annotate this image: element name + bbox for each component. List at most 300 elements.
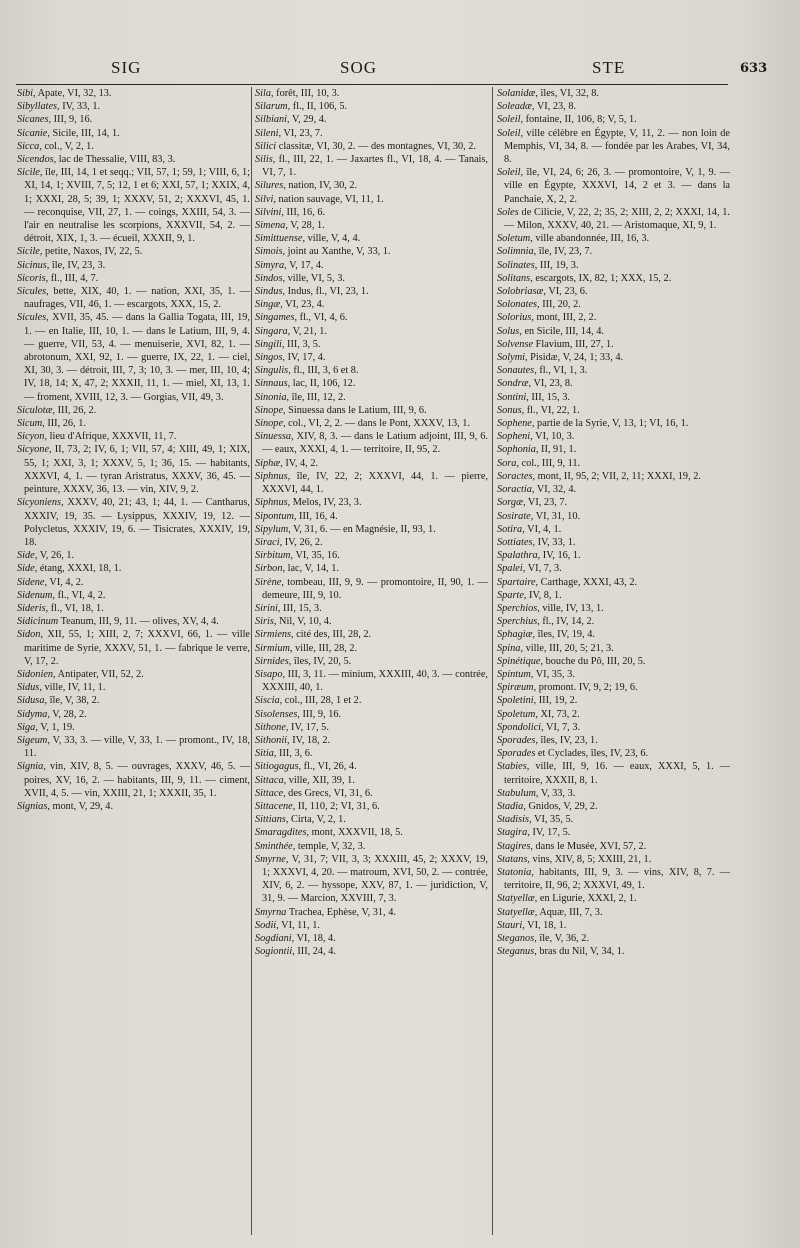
index-entry	[17, 589, 250, 602]
entry-headword: Soletum	[497, 233, 531, 245]
entry-references: , VI, 23, 7.	[522, 497, 568, 509]
index-entry	[497, 589, 730, 602]
index-entry	[255, 364, 488, 377]
entry-headword: Silis	[255, 154, 273, 166]
entry-references: , V, 31, 6. — en Magnésie, II, 93, 1.	[288, 523, 436, 535]
index-entry	[497, 906, 730, 919]
index-entry	[497, 932, 730, 945]
index-entry	[255, 549, 488, 562]
index-entry	[255, 153, 488, 179]
entry-references: , II, 91, 1.	[535, 444, 577, 456]
entry-references: , fl., VI, 4, 6.	[294, 312, 348, 324]
index-entry	[255, 417, 488, 430]
entry-headword: Siphnus	[255, 470, 288, 482]
entry-headword: Sorgæ	[497, 497, 523, 509]
index-entry	[497, 87, 730, 100]
index-entry	[17, 760, 250, 800]
entry-headword: Sidusa	[17, 695, 45, 707]
index-entry	[255, 140, 488, 153]
entry-headword: Siris	[255, 616, 274, 628]
index-entry	[17, 800, 250, 813]
index-entry	[17, 166, 250, 245]
entry-headword: Spoletum	[497, 708, 536, 720]
index-entry	[497, 523, 730, 536]
entry-references: classitæ, VI, 30, 2. — des montagnes, VI, 30, 2.	[276, 140, 476, 152]
entry-headword: Sopheni	[497, 431, 531, 443]
index-entry	[255, 219, 488, 232]
entry-headword: Sibyllates	[17, 101, 58, 113]
entry-references: , III, 9, 16.	[297, 708, 342, 720]
entry-headword: Sophonia	[497, 444, 536, 456]
entry-references: , ville, VI, 5, 3.	[282, 272, 345, 284]
entry-headword: Spintum	[497, 668, 531, 680]
header-left: SIG	[111, 58, 142, 77]
entry-references: , Sinuessa dans le Latium, III, 9, 6.	[283, 404, 427, 416]
entry-headword: Silvini	[255, 206, 282, 218]
index-entry	[497, 787, 730, 800]
entry-headword: Simyra	[255, 259, 285, 271]
entry-headword: Side	[17, 550, 35, 562]
entry-references: , ville, XII, 39, 1.	[283, 774, 355, 786]
entry-references: , III, 26, 1.	[42, 418, 86, 430]
index-entry	[255, 311, 488, 324]
index-entry	[17, 668, 250, 681]
index-entry	[497, 496, 730, 509]
index-entry	[497, 166, 730, 206]
entry-headword: Sittians	[255, 814, 286, 826]
index-entry	[255, 602, 488, 615]
index-entry	[255, 708, 488, 721]
entry-headword: Sigeum	[17, 734, 48, 746]
index-entry	[497, 430, 730, 443]
entry-headword: Singili	[255, 338, 282, 350]
index-column-2	[255, 87, 488, 958]
index-entry	[497, 113, 730, 126]
entry-references: , îles, IV, 20, 5.	[288, 655, 352, 667]
index-entry	[17, 602, 250, 615]
entry-references: , VI, 11, 1.	[276, 919, 320, 931]
index-entry	[255, 945, 488, 958]
index-entry	[255, 430, 488, 456]
index-entry	[255, 245, 488, 258]
index-entry	[255, 800, 488, 813]
running-header	[0, 58, 800, 86]
index-column-1	[17, 87, 250, 813]
index-entry	[17, 127, 250, 140]
entry-references: , col., III, 9, 11.	[516, 457, 581, 469]
index-entry	[497, 562, 730, 575]
entry-headword: Spiræum	[497, 682, 534, 694]
entry-references: , XVII, 35, 45. — dans la Gallia Togata, III, 19, 1. — en Italie, III, 10, 1. — dans le Latium, III, 9, 4. — guerre, VII, 53, 4. — menuiserie, XVI, 82, 1. — abrotonum, XXI, 92, 1. — guerre, IX, 22, 1. — ciel, XI, 30, 3. — détroit, III, 7, 3; 10, 3. — mer, III, 10, 4; IV, 18, 14; X, 47, 2; XXXII, 11, 1. — miel, XI, 13, 1. — froment, XVIII, 12, 3. — Gorgias, VII, 49, 3.	[24, 312, 250, 403]
entry-references: , VI, 7, 3.	[541, 721, 581, 733]
entry-references: , V, 28, 2.	[47, 708, 87, 720]
index-entry	[255, 523, 488, 536]
entry-references: , île, III, 14, 1 et seqq.; VII, 57, 1; 59, 1; VIII, 6, 1; XI, 14, 1; XVIII, 7, 5; 12, 1 et 6; XXI, 57, 1; XXIX, 4, 1; XXXI, 28, 5; 39, 1; XXXV, 51, 2; XXXVI, 45, 1. — reconquise, VII, 27, 1. — coings, XXIII, 54, 3. — l'air en neutralise les scorpions, XXXVII, 54, 2. — détroit, XIX, 1, 3. — écueil, XXXII, 9, 1.	[24, 167, 250, 245]
entry-references: , des Grecs, VI, 31, 6.	[283, 787, 373, 799]
entry-references: , nation, IV, 30, 2.	[283, 180, 358, 192]
entry-headword: Sila	[255, 88, 272, 99]
entry-headword: Simois	[255, 246, 283, 258]
entry-references: , ville, III, 28, 2.	[289, 642, 358, 654]
entry-references: de Cilicie, V, 22, 2; 35, 2; XIII, 2, 2; XXXI, 14, 1. — Milon, XXXV, 40, 21. — Aristomaque, XI, 9, 1.	[504, 206, 730, 232]
entry-headword: Solinates	[497, 259, 535, 271]
entry-references: , en Ligurie, XXXI, 2, 1.	[534, 893, 637, 905]
entry-headword: Siscia	[255, 695, 280, 707]
entry-headword: Sosirate	[497, 510, 531, 522]
entry-headword: Sperchios	[497, 602, 538, 614]
entry-headword: Spondolici	[497, 721, 542, 733]
entry-references: , temple, V, 32, 3.	[292, 840, 366, 852]
entry-headword: Sicyone	[17, 444, 50, 456]
index-entry	[17, 681, 250, 694]
index-entry	[255, 576, 488, 602]
index-entry	[497, 734, 730, 747]
entry-references: , III, 9, 16.	[48, 114, 93, 126]
entry-references: , fl., IV, 14, 2.	[537, 616, 595, 628]
entry-headword: Silici	[255, 140, 277, 152]
entry-headword: Sittace	[255, 787, 284, 799]
entry-references: , île, VI, 24, 6; 26, 3. — promontoire, V, 1, 9. — ville en Égypte, XXXVI, 14, 2 et 3. — dans la Panchaie, X, 2, 2.	[504, 167, 730, 205]
entry-references: , XI, 73, 2.	[535, 708, 580, 720]
entry-headword: Stabies	[497, 761, 527, 773]
index-entry	[255, 655, 488, 668]
entry-headword: Sicca	[17, 140, 40, 152]
entry-headword: Sittacene	[255, 800, 293, 812]
index-entry	[255, 404, 488, 417]
index-entry	[497, 694, 730, 707]
index-entry	[255, 615, 488, 628]
entry-references: , IV, 17, 4.	[282, 352, 326, 364]
entry-references: , IV, 4, 2.	[280, 457, 319, 469]
entry-references: , mont, II, 95, 2; VII, 2, 11; XXXI, 19, 2.	[532, 470, 701, 482]
index-entry	[497, 840, 730, 853]
entry-headword: Sphagiæ	[497, 629, 533, 641]
entry-headword: Sontini	[497, 391, 527, 403]
entry-references: , île, IV, 22, 2; XXXVI, 44, 1. — pierre, XXXVI, 44, 1.	[262, 470, 488, 496]
entry-references: , île, III, 12, 2.	[286, 391, 346, 403]
entry-headword: Stadia	[497, 800, 524, 812]
entry-references: , VI, 23, 4.	[280, 299, 325, 311]
entry-references: Flavium, III, 27, 1.	[533, 338, 614, 350]
entry-references: , ville, IV, 13, 1.	[537, 602, 604, 614]
entry-references: , ville, III, 20, 5; 21, 3.	[520, 642, 614, 654]
entry-headword: Sidene	[17, 576, 45, 588]
entry-headword: Sisolenses	[255, 708, 298, 720]
entry-references: , XII, 55, 1; XIII, 2, 7; XXXVI, 66, 1. — ville maritime de Syrie, XXXV, 51, 1. — fabrique le verre, V, 17, 2.	[24, 629, 250, 667]
entry-headword: Sinope	[255, 404, 284, 416]
entry-references: , île, IV, 23, 7.	[533, 246, 593, 258]
entry-headword: Spinétique	[497, 655, 541, 667]
entry-references: , VI, 31, 10.	[530, 510, 581, 522]
entry-headword: Stabulum	[497, 787, 536, 799]
entry-headword: Simittuense	[255, 233, 303, 245]
entry-references: , mont, III, 2, 2.	[531, 312, 597, 324]
index-entry	[497, 628, 730, 641]
entry-headword: Steganus	[497, 946, 535, 958]
entry-headword: Statyellæ	[497, 893, 535, 905]
entry-references: , fontaine, II, 106, 8; V, 5, 1.	[520, 114, 637, 126]
entry-headword: Sicile	[17, 246, 40, 258]
index-entry	[497, 325, 730, 338]
entry-references: , fl., II, 106, 5.	[287, 101, 348, 113]
index-entry	[255, 325, 488, 338]
entry-headword: Simena	[255, 220, 286, 232]
entry-references: , VI, 35, 5.	[529, 814, 574, 826]
header-right: STE	[592, 58, 626, 77]
entry-headword: Sporades	[497, 734, 536, 746]
entry-references: , lac, II, 106, 12.	[287, 378, 356, 390]
index-entry	[497, 285, 730, 298]
index-entry	[497, 945, 730, 958]
index-entry	[255, 510, 488, 523]
entry-headword: Singara	[255, 325, 288, 337]
entry-headword: Sipylum	[255, 523, 289, 535]
entry-references: , III, 20, 2.	[537, 299, 581, 311]
entry-references: , promont. IV, 9, 2; 19, 6.	[533, 682, 638, 694]
entry-references: , nation sauvage, VI, 11, 1.	[273, 193, 384, 205]
entry-references: , joint au Xanthe, V, 33, 1.	[282, 246, 391, 258]
index-entry	[17, 259, 250, 272]
entry-headword: Sicinus	[17, 259, 47, 271]
entry-references: , fl., III, 22, 1. — Jaxartes fl., VI, 18, 4. — Tanais, VI, 7, 1.	[262, 154, 488, 179]
entry-references: , IV, 26, 2.	[279, 536, 323, 548]
entry-references: , III, 3, 5.	[281, 338, 321, 350]
index-entry	[255, 338, 488, 351]
index-entry	[255, 562, 488, 575]
index-entry	[497, 417, 730, 430]
index-entry	[255, 813, 488, 826]
entry-references: , III, 19, 3.	[534, 259, 579, 271]
entry-headword: Sicyoniens	[17, 497, 62, 509]
entry-references: , fl., VI, 18, 1.	[45, 602, 104, 614]
index-entry	[255, 470, 488, 496]
header-rule	[16, 84, 728, 85]
entry-headword: Silures	[255, 180, 284, 192]
index-entry	[255, 100, 488, 113]
entry-headword: Sittaca	[255, 774, 284, 786]
entry-headword: Sithone	[255, 721, 286, 733]
entry-headword: Silarum	[255, 101, 288, 113]
entry-references: , lac de Thessalie, VIII, 83, 3.	[53, 154, 176, 166]
index-entry	[255, 179, 488, 192]
column-divider	[251, 87, 252, 1235]
index-entry	[17, 615, 250, 628]
entry-headword: Solvense	[497, 338, 534, 350]
index-entry	[497, 206, 730, 232]
entry-references: , col., VI, 2, 2. — dans le Pont, XXXV, 13, 1.	[283, 418, 470, 430]
entry-references: , vin, XIV, 8, 5. — ouvrages, XXXV, 46, 5. — poires, XV, 16, 2. — habitants, III, 9, 11. — ciment, XVII, 4, 5. — vin, XXIII, 21, 1; XXXII, 35, 1.	[24, 761, 250, 799]
entry-references: , Sicile, III, 14, 1.	[47, 127, 120, 139]
entry-references: , étang, XXXI, 18, 1.	[34, 563, 122, 575]
index-entry	[497, 364, 730, 377]
index-entry	[255, 826, 488, 839]
entry-references: , ville abandonnée, III, 16, 3.	[530, 233, 650, 245]
index-entry	[497, 443, 730, 456]
entry-headword: Sitia	[255, 748, 274, 760]
index-entry	[497, 892, 730, 905]
entry-headword: Statans	[497, 853, 528, 865]
index-entry	[255, 377, 488, 390]
entry-headword: Sinope	[255, 418, 284, 430]
entry-headword: Sicyon	[17, 431, 45, 443]
entry-references: , II, 73, 2; IV, 6, 1; VII, 57, 4; XIII, 49, 1; XIX, 55, 1; XXI, 3, 1; XXXV, 5, 1; 36, 15. — habitants, XXXVI, 4, 1. — tyran Aristratus, XXXV, 36, 45. — peinture, XXXV, 36, 13. — vin, XIV, 9, 2.	[24, 444, 250, 496]
index-column-3	[497, 87, 730, 958]
entry-references: , V, 31, 7; VII, 3, 3; XXXIII, 45, 2; XXXV, 19, 1; XXXVI, 4, 20. — matroum, XVI, 50, 2. — contrée, XIV, 6, 2. — hyssope, XXV, 87, 1. — juridiction, V, 31, 9. — Marcion, XXVIII, 7, 3.	[262, 853, 488, 905]
index-entry	[255, 457, 488, 470]
entry-references: , fl., VI, 1, 3.	[534, 365, 588, 377]
index-entry	[497, 615, 730, 628]
entry-references: , VI, 4, 1.	[522, 523, 562, 535]
entry-references: , fl., III, 3, 6 et 8.	[288, 365, 359, 377]
entry-headword: Spalei	[497, 563, 523, 575]
entry-references: Teanum, III, 9, 11. — olives, XV, 4, 4.	[58, 616, 219, 628]
entry-headword: Soleil	[497, 127, 521, 139]
entry-references: , fl., VI, 22, 1.	[521, 404, 580, 416]
entry-headword: Sicoris	[17, 272, 46, 284]
index-entry	[497, 866, 730, 892]
entry-headword: Statyellæ	[497, 906, 535, 918]
entry-headword: Sirbon	[255, 563, 283, 575]
entry-headword: Siculotæ	[17, 404, 53, 416]
index-entry	[497, 483, 730, 496]
entry-headword: Sora	[497, 457, 517, 469]
entry-references: , VI, 18, 4.	[291, 933, 336, 944]
index-entry	[255, 694, 488, 707]
index-entry	[255, 919, 488, 932]
entry-references: , VI, 23, 8.	[528, 378, 573, 390]
entry-headword: Singæ	[255, 299, 281, 311]
entry-headword: Sipontum	[255, 510, 294, 522]
entry-headword: Singames	[255, 312, 295, 324]
entry-references: , V, 26, 1.	[34, 550, 75, 562]
entry-references: , V, 1, 19.	[35, 721, 75, 733]
entry-references: , fl., VI, 4, 2.	[52, 589, 106, 601]
index-entry	[497, 708, 730, 721]
entry-references: , VI, 23, 7.	[278, 127, 323, 139]
entry-references: , VI, 4, 2.	[44, 576, 84, 588]
entry-references: , ville, III, 9, 16. — eaux, XXXI, 5, 1. — territoire, XXXII, 8, 1.	[504, 761, 730, 786]
index-entry	[17, 272, 250, 285]
entry-references: , Nil, V, 10, 4.	[273, 616, 332, 628]
entry-headword: Spalathra	[497, 550, 538, 562]
index-entry	[17, 496, 250, 549]
entry-headword: Sidenum	[17, 589, 53, 601]
entry-references: , IV, 16, 1.	[537, 550, 581, 562]
entry-headword: Sicum	[17, 418, 43, 430]
entry-references: , mont, XXXVII, 18, 5.	[306, 827, 403, 839]
index-entry	[17, 153, 250, 166]
index-entry	[255, 932, 488, 945]
entry-headword: Sibi	[17, 88, 34, 99]
entry-references: , île, V, 38, 2.	[44, 695, 100, 707]
index-entry	[255, 642, 488, 655]
index-entry	[497, 576, 730, 589]
entry-headword: Siraci	[255, 536, 280, 548]
index-entry	[497, 721, 730, 734]
page-number: 633	[740, 61, 768, 76]
entry-references: , V, 29, 4.	[287, 114, 327, 126]
entry-headword: Spartaire	[497, 576, 536, 588]
entry-references: , Aquæ, III, 7, 3.	[534, 906, 603, 918]
entry-references: , Pisidæ, V, 24, 1; 33, 4.	[525, 352, 624, 364]
index-entry	[497, 813, 730, 826]
entry-headword: Solobriasæ	[497, 286, 544, 298]
index-entry	[497, 338, 730, 351]
index-entry	[255, 787, 488, 800]
entry-references: , VI, 35, 16.	[290, 550, 340, 562]
entry-headword: Spoletini	[497, 695, 534, 707]
entry-headword: Solitans	[497, 272, 531, 284]
entry-headword: Steganos	[497, 933, 535, 944]
entry-headword: Sondræ	[497, 378, 529, 390]
entry-headword: Sogiontii	[255, 946, 293, 958]
index-entry	[17, 311, 250, 403]
entry-headword: Sicanie	[17, 127, 48, 139]
entry-references: , en Sicile, III, 14, 4.	[519, 325, 604, 337]
entry-references: , II, 110, 2; VI, 31, 6.	[292, 800, 380, 812]
entry-references: Trachea, Ephèse, V, 31, 4.	[286, 906, 396, 918]
index-entry	[255, 840, 488, 853]
entry-headword: Solimnia	[497, 246, 534, 258]
entry-references: , IV, 33, 1.	[57, 101, 101, 113]
entry-headword: Sinnaus	[255, 378, 288, 390]
entry-headword: Statonia	[497, 866, 532, 878]
entry-headword: Sidonien	[17, 668, 54, 680]
entry-headword: Sindus	[255, 286, 283, 298]
index-entry	[255, 628, 488, 641]
index-entry	[497, 351, 730, 364]
entry-references: , Cirta, V, 2, 1.	[285, 814, 346, 826]
entry-headword: Sinuessa	[255, 431, 292, 443]
entry-headword: Sithonii	[255, 734, 288, 746]
index-entry	[17, 576, 250, 589]
index-entry	[255, 259, 488, 272]
index-entry	[497, 655, 730, 668]
entry-references: , VI, 10, 3.	[530, 431, 575, 443]
index-entry	[497, 100, 730, 113]
index-entry	[497, 919, 730, 932]
index-entry	[497, 642, 730, 655]
header-center: SOG	[340, 58, 378, 77]
entry-headword: Sotira	[497, 523, 523, 535]
entry-references: , col., V, 2, 1.	[39, 140, 94, 152]
entry-headword: Smyrne	[255, 853, 286, 865]
entry-headword: Sidyma	[17, 708, 48, 720]
entry-references: , VI, 7, 3.	[522, 563, 562, 575]
entry-headword: Soleil	[497, 167, 521, 179]
entry-headword: Sogdiani	[255, 933, 292, 944]
index-entry	[17, 87, 250, 100]
entry-references: , Antipater, VII, 52, 2.	[53, 668, 144, 680]
entry-headword: Stadisis	[497, 814, 530, 826]
index-entry	[497, 760, 730, 786]
index-entry	[255, 193, 488, 206]
entry-headword: Solorius	[497, 312, 532, 324]
entry-headword: Soleadæ	[497, 101, 532, 113]
entry-headword: Soles	[497, 206, 519, 218]
entry-headword: Sirmium	[255, 642, 290, 654]
index-entry	[17, 694, 250, 707]
entry-headword: Solanidæ	[497, 88, 536, 99]
entry-references: , III, 3, 6.	[273, 748, 313, 760]
entry-references: , III, 19, 2.	[533, 695, 578, 707]
index-entry	[17, 562, 250, 575]
index-entry	[497, 272, 730, 285]
index-entry	[497, 853, 730, 866]
index-entry	[17, 140, 250, 153]
entry-headword: Stagira	[497, 827, 528, 839]
entry-references: , III, 15, 3.	[277, 602, 322, 614]
